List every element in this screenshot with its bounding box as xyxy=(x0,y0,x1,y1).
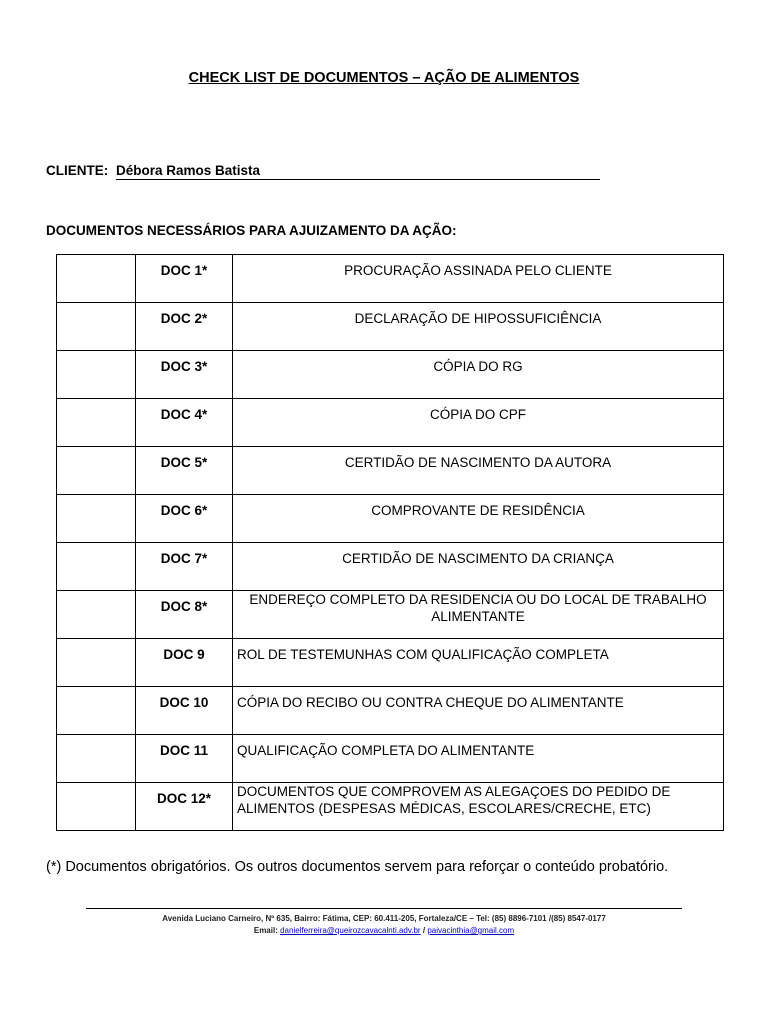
doc-description-line-1: ENDEREÇO COMPLETO DA RESIDENCIA OU DO LOCAL DE TRABALHO xyxy=(249,592,707,607)
footer-email-label: Email: xyxy=(253,926,278,935)
row-blank-cell xyxy=(57,735,136,783)
table-row xyxy=(57,543,724,591)
footnote: (*) Documentos obrigatórios. Os outros documentos servem para reforçar o conteúdo probatório. xyxy=(46,859,669,875)
client-label: CLIENTE: xyxy=(46,163,109,178)
doc-code: DOC 12* xyxy=(136,783,233,831)
document-title-text: CHECK LIST DE DOCUMENTOS – AÇÃO DE ALIMENTOS xyxy=(188,70,580,86)
doc-description: CÓPIA DO RG xyxy=(233,351,724,399)
doc-code: DOC 1* xyxy=(136,255,233,303)
table-row xyxy=(57,591,724,639)
row-blank-cell xyxy=(57,351,136,399)
doc-description: CÓPIA DO CPF xyxy=(233,399,724,447)
table-row xyxy=(57,447,724,495)
table-row xyxy=(57,687,724,735)
doc-description: CERTIDÃO DE NASCIMENTO DA AUTORA xyxy=(233,447,724,495)
email-link-2[interactable]: paivacinthia@gmail.com xyxy=(427,926,515,935)
table-row xyxy=(57,399,724,447)
doc-code: DOC 5* xyxy=(136,447,233,495)
doc-description: CÓPIA DO RECIBO OU CONTRA CHEQUE DO ALIMENTANTE xyxy=(233,687,724,735)
doc-description xyxy=(233,591,724,639)
footer-divider xyxy=(86,908,682,909)
doc-code: DOC 8* xyxy=(136,591,233,639)
doc-description xyxy=(233,783,724,831)
section-heading: DOCUMENTOS NECESSÁRIOS PARA AJUIZAMENTO DA AÇÃO: xyxy=(46,223,457,238)
row-blank-cell xyxy=(57,255,136,303)
row-blank-cell xyxy=(57,495,136,543)
table-row xyxy=(57,255,724,303)
table-row xyxy=(57,783,724,831)
table-row xyxy=(57,639,724,687)
doc-description: QUALIFICAÇÃO COMPLETA DO ALIMENTANTE xyxy=(233,735,724,783)
doc-description: DECLARAÇÃO DE HIPOSSUFICIÊNCIA xyxy=(233,303,724,351)
table-row xyxy=(57,495,724,543)
doc-code: DOC 2* xyxy=(136,303,233,351)
table-row xyxy=(57,303,724,351)
doc-code: DOC 4* xyxy=(136,399,233,447)
page-footer xyxy=(86,908,682,937)
row-blank-cell xyxy=(57,447,136,495)
row-blank-cell xyxy=(57,687,136,735)
doc-description-line-2: ALIMENTOS (DESPESAS MÉDICAS, ESCOLARES/CRECHE, ETC) xyxy=(237,801,651,816)
client-name: Débora Ramos Batista xyxy=(116,163,600,180)
row-blank-cell xyxy=(57,399,136,447)
doc-description: ROL DE TESTEMUNHAS COM QUALIFICAÇÃO COMPLETA xyxy=(233,639,724,687)
email-link-1[interactable]: danielferreira@queirozcavacalnti.adv.br xyxy=(280,926,421,935)
footer-address: Avenida Luciano Carneiro, Nº 635, Bairro: Fátima, CEP: 60.411-205, Fortaleza/CE – Tel: (85) 8896-7101 /(85) 8547-0177 xyxy=(162,914,606,923)
doc-code: DOC 10 xyxy=(136,687,233,735)
doc-description: CERTIDÃO DE NASCIMENTO DA CRIANÇA xyxy=(233,543,724,591)
row-blank-cell xyxy=(57,543,136,591)
row-blank-cell xyxy=(57,639,136,687)
doc-code: DOC 3* xyxy=(136,351,233,399)
documents-table xyxy=(56,254,724,831)
doc-description-line-1: DOCUMENTOS QUE COMPROVEM AS ALEGAÇOES DO PEDIDO DE xyxy=(237,784,671,799)
doc-code: DOC 11 xyxy=(136,735,233,783)
doc-code: DOC 9 xyxy=(136,639,233,687)
doc-description-line-2: ALIMENTANTE xyxy=(431,609,525,624)
doc-code: DOC 6* xyxy=(136,495,233,543)
row-blank-cell xyxy=(57,303,136,351)
document-title xyxy=(0,70,768,86)
table-row xyxy=(57,351,724,399)
client-line xyxy=(46,163,600,180)
row-blank-cell xyxy=(57,783,136,831)
row-blank-cell xyxy=(57,591,136,639)
doc-description: COMPROVANTE DE RESIDÊNCIA xyxy=(233,495,724,543)
doc-code: DOC 7* xyxy=(136,543,233,591)
table-row xyxy=(57,735,724,783)
footer-email-separator: / xyxy=(422,926,426,935)
doc-description: PROCURAÇÃO ASSINADA PELO CLIENTE xyxy=(233,255,724,303)
footer-email-line xyxy=(86,925,682,937)
